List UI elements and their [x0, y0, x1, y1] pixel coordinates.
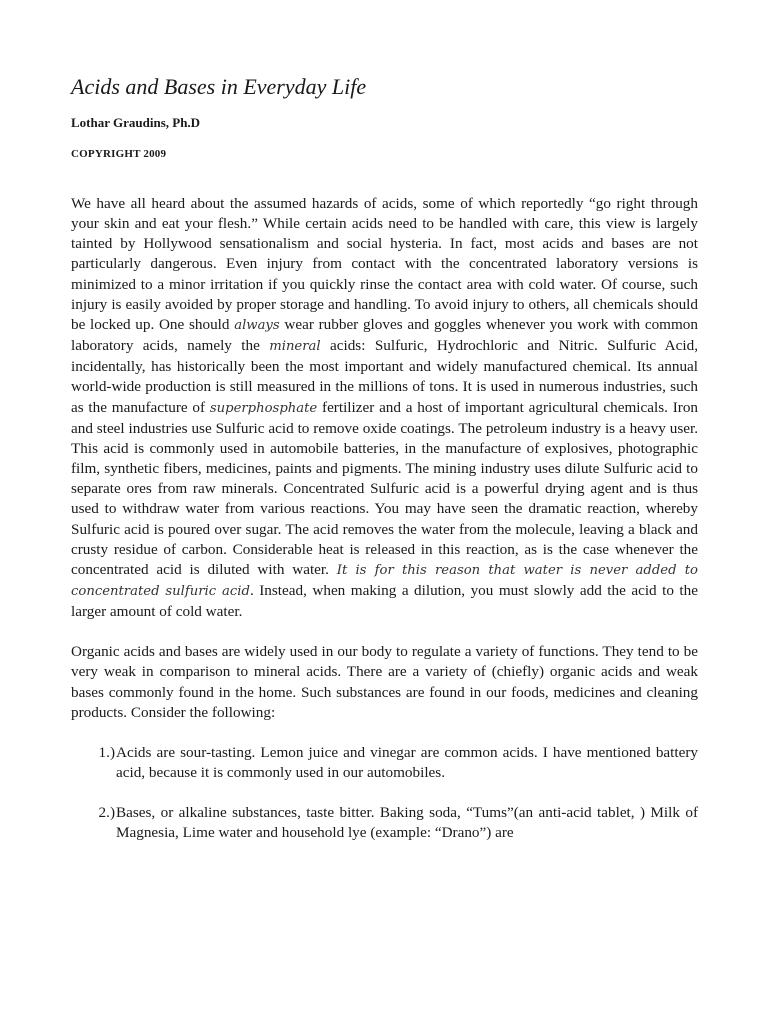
paragraph-text: fertilizer and a host of important agricultural chemicals. Iron and steel industries use Sulfuric acid to remove oxide coatings. The petroleum industry is a heavy user. This acid is commonly used in automobile batteries, in the manufacture of explosives, photographic film, synthetic fibers, medicines, paints and pigments. The mining industry uses dilute Sulfuric acid to separate ores from raw minerals. Concentrated Sulfuric acid is a powerful drying agent and is thus used to withdraw water from various reactions. You may have seen the dramatic reaction, whereby Sulfuric acid is poured over sugar. The acid removes the water from the molecule, leaving a black and crusty residue of carbon. Considerable heat is released in this reaction, as is the case whenever the concentrated acid is diluted with water.	[71, 398, 699, 578]
emphasis-always: always	[234, 317, 280, 333]
paragraph-text: acids: Sulfuric, Hydrochloric and Nitric. Sulfuric Acid, incidentally, has historically been the most important and widely manufactured chemical. Its annual world-wide production is still measured in the millions of tons. It is used in numerous industries, such as the manufacture of	[71, 337, 699, 416]
list-item-number: 1.)	[98, 743, 115, 761]
numbered-list	[71, 743, 698, 844]
list-item	[71, 743, 698, 783]
emphasis-water-warning: It is for this reason that water is never added to concentrated sulfuric acid	[71, 562, 698, 599]
list-item-number: 2.)	[98, 804, 115, 822]
list-item-text: Bases, or alkaline substances, taste bitter. Baking soda, “Tums”(an anti-acid tablet, ) Milk of Magnesia, Lime water and household lye (example: “Drano”) are	[116, 804, 698, 842]
document-title: Acids and Bases in Everyday Life	[71, 74, 367, 99]
paragraph-organic-acids: Organic acids and bases are widely used in our body to regulate a variety of functions. They tend to be very weak in comparison to mineral acids. There are a variety of (chiefly) organic acids and weak bases commonly found in the home. Such substances are found in our foods, medicines and cleaning products. Consider the following:	[71, 643, 698, 721]
paragraph-text: . Instead, when making a dilution, you must slowly add the acid to the larger amount of cold water.	[71, 581, 698, 621]
author-line: Lothar Graudins, Ph.D	[71, 115, 201, 130]
document-page	[71, 72, 698, 864]
list-item	[71, 803, 698, 843]
paragraph-text: wear rubber gloves and goggles whenever you work with common laboratory acids, namely the	[71, 315, 698, 355]
emphasis-superphosphate: superphosphate	[209, 400, 318, 416]
copyright-line: COPYRIGHT 2009	[71, 148, 167, 160]
list-item-text: Acids are sour-tasting. Lemon juice and vinegar are common acids. I have mentioned battery acid, because it is commonly used in our automobiles.	[116, 743, 698, 782]
paragraph-text: We have all heard about the assumed hazards of acids, some of which reportedly “go right through your skin and eat your flesh.” While certain acids need to be handled with care, this view is largely tainted by Hollywood sensationalism and social hysteria. In fact, most acids and bases are not particularly dangerous. Even injury from contact with the concentrated laboratory versions is minimized to a minor irritation if you quickly rinse the contact area with cold water. Of course, such injury is easily avoided by proper storage and handling. To avoid injury to others, all chemicals should be locked up. One should	[71, 195, 698, 333]
paragraph-sulfuric-acid	[71, 194, 698, 622]
emphasis-mineral: mineral	[269, 339, 321, 355]
